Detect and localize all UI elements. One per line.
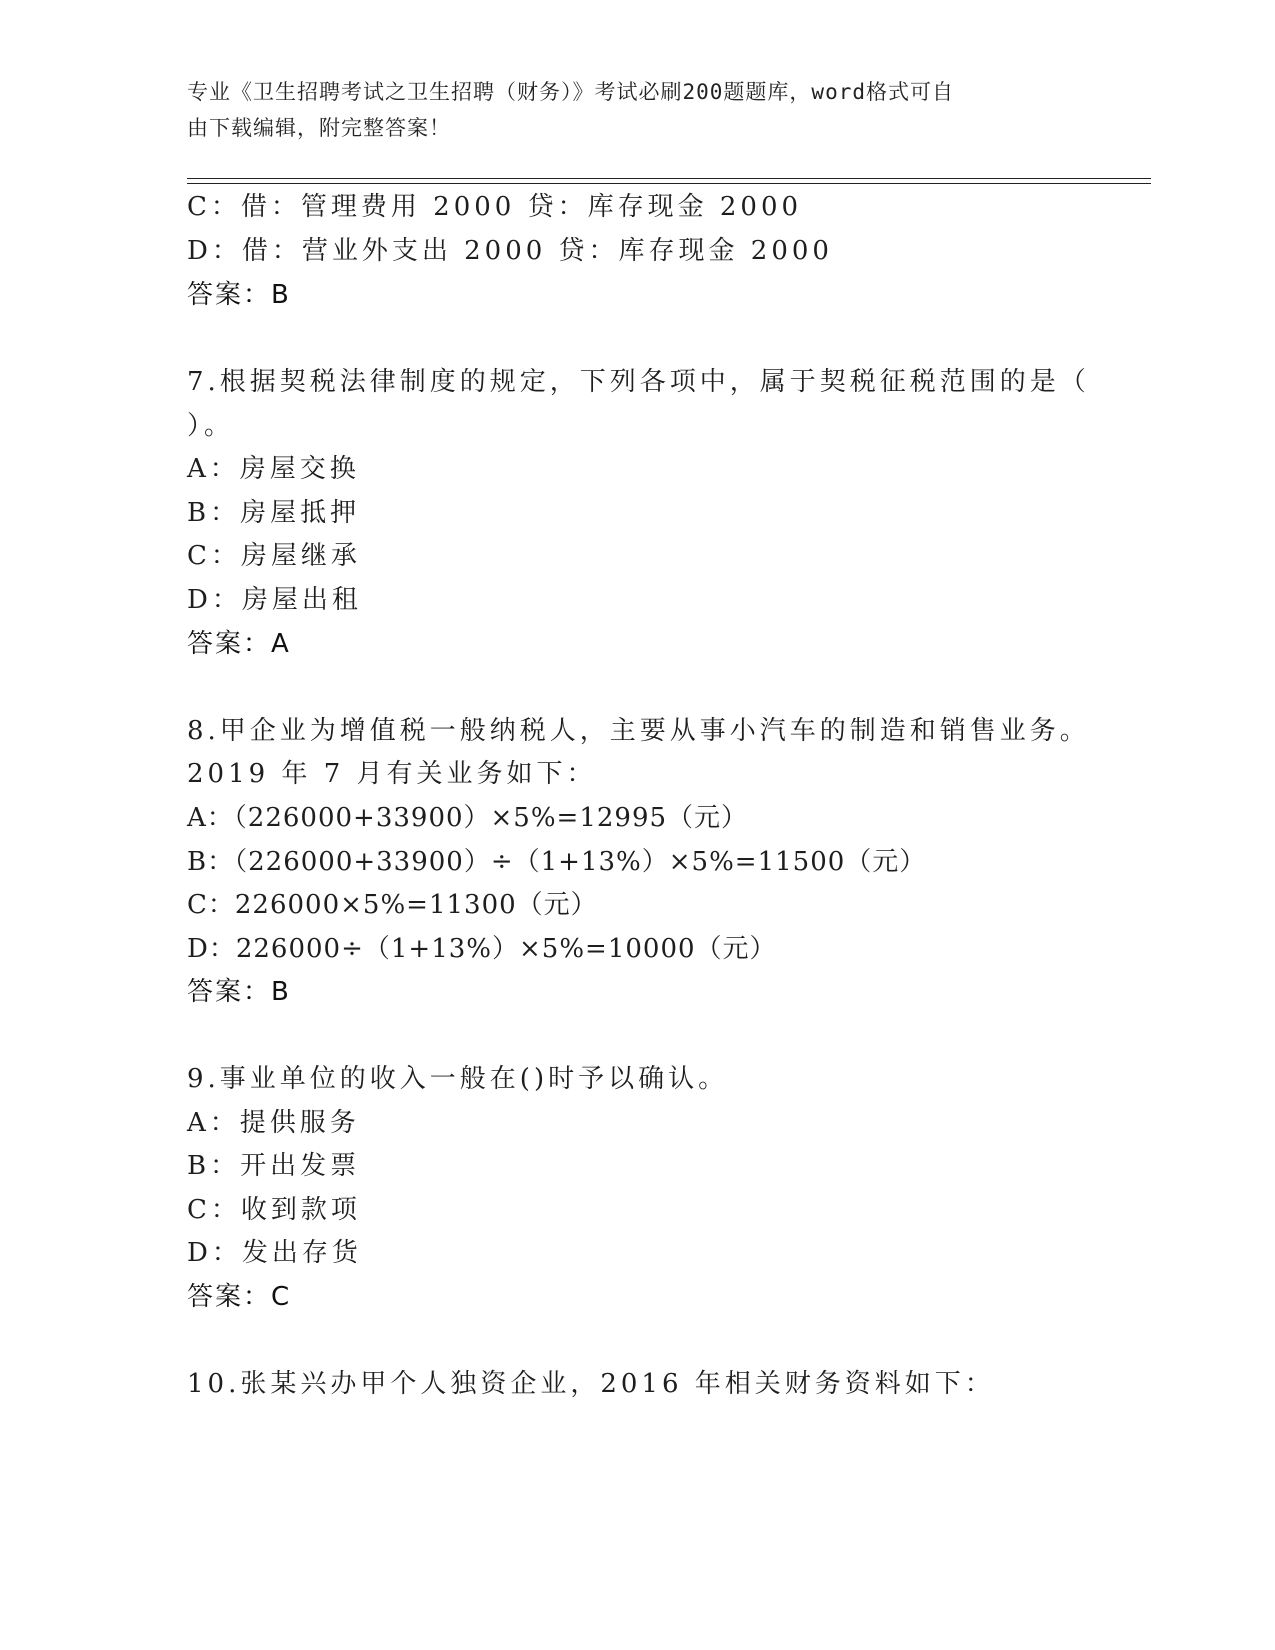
- q8-stem-line-1: 8.甲企业为增值税一般纳税人，主要从事小汽车的制造和销售业务。: [187, 716, 1090, 746]
- q8-option-d: D：226000÷（1+13%）×5%=10000（元）: [187, 934, 777, 964]
- q6-option-c: C：借：管理费用 2000 贷：库存现金 2000: [187, 192, 803, 222]
- header-divider-bottom: [187, 183, 1151, 184]
- q8-option-c: C：226000×5%=11300（元）: [187, 890, 598, 920]
- q7-option-c: C：房屋继承: [187, 541, 361, 571]
- q6-option-d: D：借：营业外支出 2000 贷：库存现金 2000: [187, 236, 833, 266]
- header-line-1: 专业《卫生招聘考试之卫生招聘（财务）》考试必刷200题题库，word格式可自: [187, 80, 954, 104]
- q6-answer: 答案：B: [187, 280, 291, 310]
- q8-answer: 答案：B: [187, 977, 291, 1007]
- q7-option-b: B：房屋抵押: [187, 498, 361, 528]
- q7-option-d: D：房屋出租: [187, 585, 362, 615]
- q9-option-d: D：发出存货: [187, 1238, 362, 1268]
- q7-stem-line-1: 7.根据契税法律制度的规定，下列各项中，属于契税征税范围的是（: [187, 367, 1090, 397]
- document-header: [187, 74, 1067, 146]
- q9-stem-line-1: 9.事业单位的收入一般在()时予以确认。: [187, 1064, 729, 1094]
- q7-option-a: A：房屋交换: [187, 454, 360, 484]
- header-divider-top: [187, 178, 1151, 179]
- q8-option-a: A：（226000+33900）×5%=12995（元）: [187, 803, 749, 833]
- q7-answer: 答案：A: [187, 629, 291, 659]
- q9-option-a: A：提供服务: [187, 1108, 360, 1138]
- q8-stem-line-2: 2019 年 7 月有关业务如下：: [187, 759, 597, 789]
- q8-option-b: B：（226000+33900）÷（1+13%）×5%=11500（元）: [187, 847, 927, 877]
- q9-option-c: C：收到款项: [187, 1195, 361, 1225]
- q9-option-b: B：开出发票: [187, 1151, 361, 1181]
- header-line-2: 由下载编辑，附完整答案！: [187, 116, 451, 140]
- q9-answer: 答案：C: [187, 1282, 292, 1312]
- q7-stem-line-2: ）。: [187, 411, 235, 441]
- q10-stem-line-1: 10.张某兴办甲个人独资企业，2016 年相关财务资料如下：: [187, 1369, 995, 1399]
